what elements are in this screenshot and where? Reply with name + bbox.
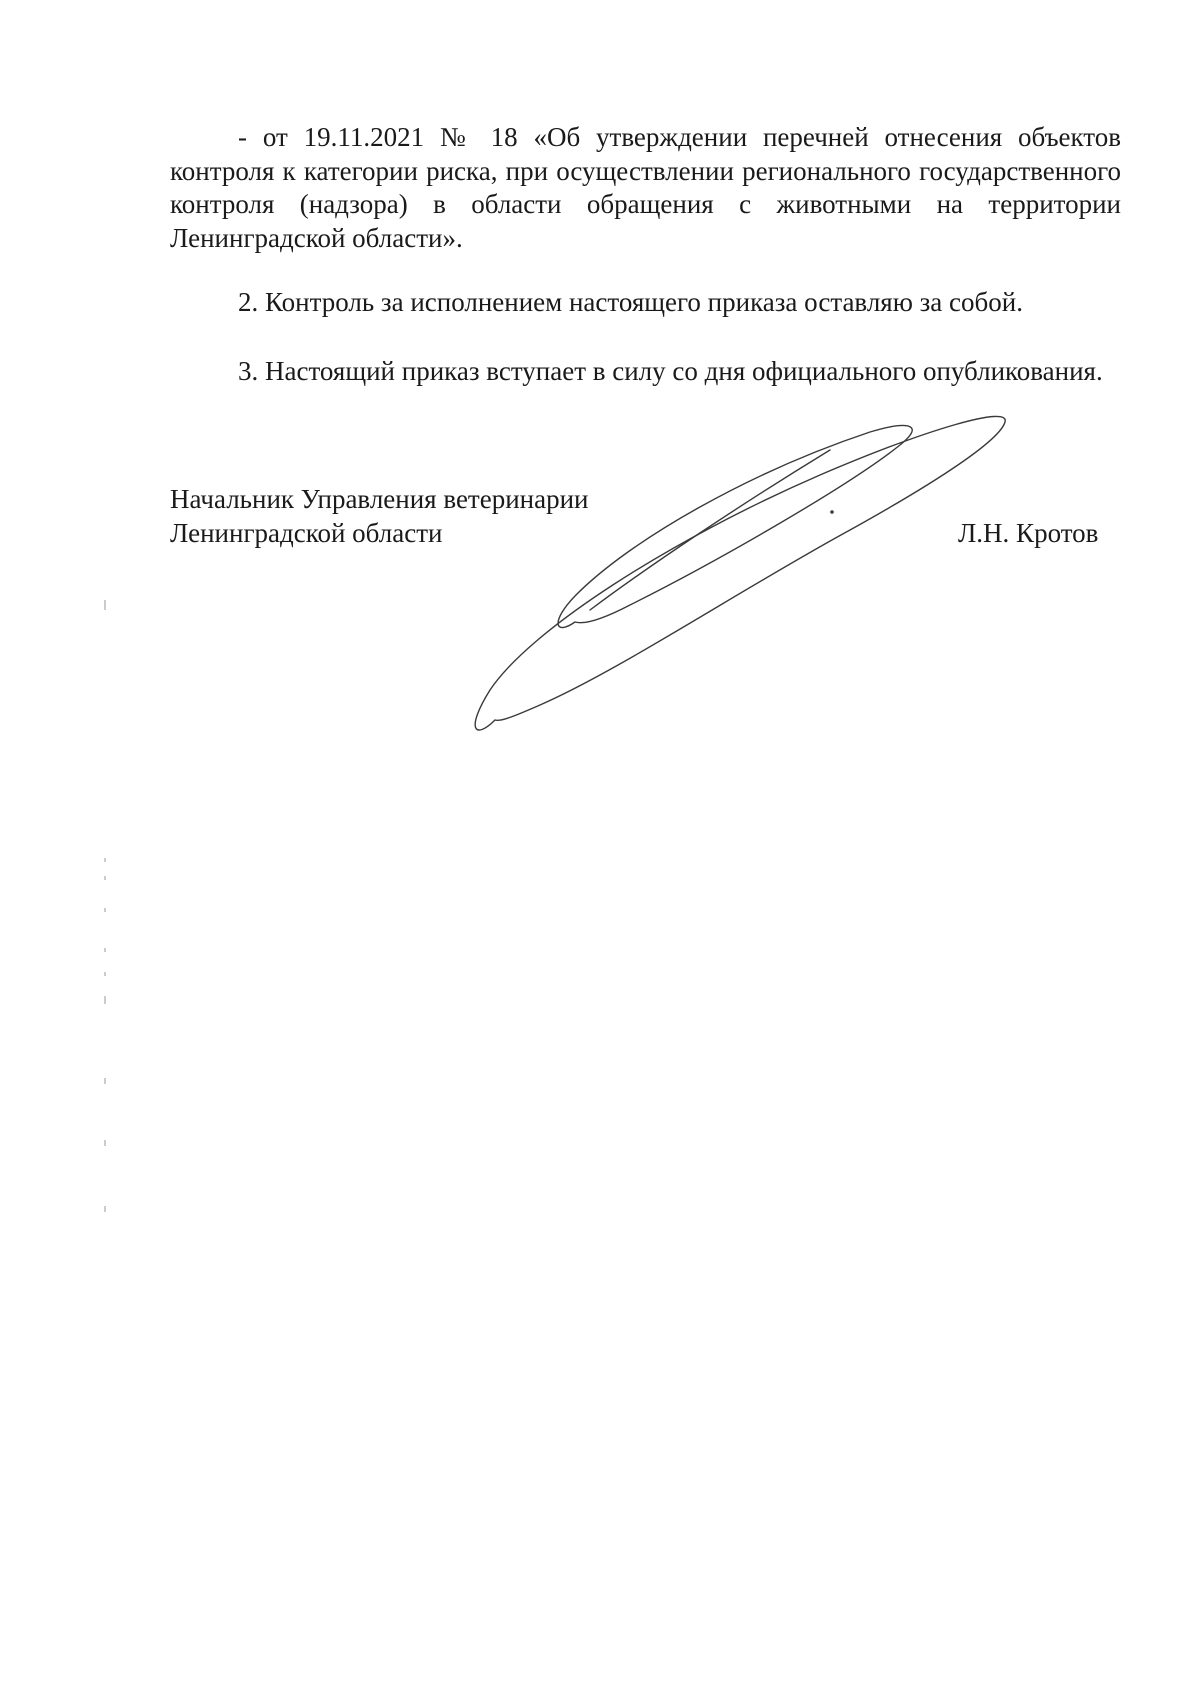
- signature-inner-line: [590, 450, 830, 610]
- handwritten-signature: [470, 400, 1090, 800]
- signatory-name: Л.Н. Кротов: [958, 518, 1099, 548]
- signature-dot: [830, 510, 834, 514]
- paragraph-repealed-order: - от 19.11.2021 № 18 «Об утверждении перечней отнесения объектов контроля к категории риска, при осуществлении регионального государственного контроля (надзора) в области обращения с животными на территории Ленинградской области».: [170, 122, 1121, 253]
- signatory-position-line2: Ленинградской области: [170, 517, 443, 548]
- signatory-position-line1: Начальник Управления ветеринарии: [170, 484, 589, 514]
- scan-margin-marks: [100, 600, 120, 1360]
- paragraph-control-clause: 2. Контроль за исполнением настоящего приказа оставляю за собой.: [238, 287, 1023, 317]
- paragraph-entry-into-force: 3. Настоящий приказ вступает в силу со дня официального опубликования.: [238, 356, 1103, 386]
- signature-inner-stroke: [558, 426, 912, 628]
- signature-outer-stroke: [475, 416, 1005, 730]
